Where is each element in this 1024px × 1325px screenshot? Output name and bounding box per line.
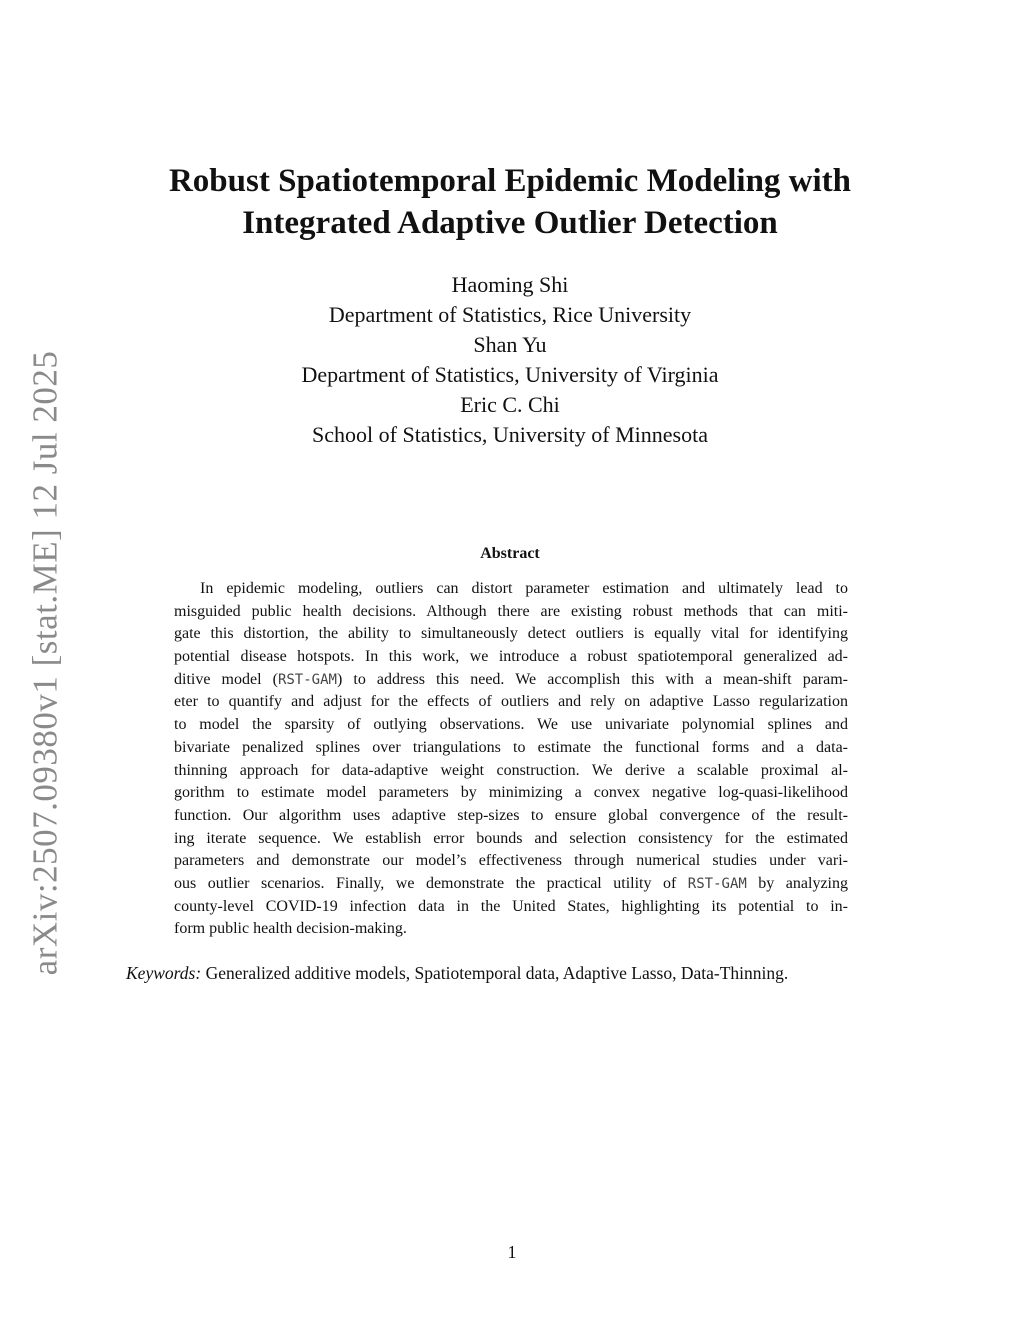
abstract-line: In epidemic modeling, outliers can distort parameter estimation and ultimately lead to [200, 580, 848, 597]
abstract-line: form public health decision-making. [174, 920, 407, 938]
paper-title [130, 160, 890, 244]
author-name: Eric C. Chi [460, 392, 560, 417]
keywords-label: Keywords: [126, 963, 202, 983]
abstract-text: ) to address this need. We accomplish this with a mean-shift param- [336, 670, 848, 688]
model-name-code: RST-GAM [277, 671, 337, 688]
abstract-text: ditive model ( [174, 670, 278, 688]
author-name: Shan Yu [473, 332, 547, 357]
abstract-line: gate this distortion, the ability to simultaneously detect outliers is equally vital for identifying [174, 625, 848, 643]
abstract-line: county-level COVID-19 infection data in the United States, highlighting its potential to in- [174, 897, 848, 915]
abstract-line: eter to quantify and adjust for the effects of outliers and rely on adaptive Lasso regularization [174, 693, 848, 711]
abstract-text: by analyzing [746, 874, 848, 892]
author-affiliation: Department of Statistics, University of Virginia [301, 362, 719, 387]
abstract-line: to model the sparsity of outlying observations. We use univariate polynomial splines and [174, 716, 848, 734]
author-name: Haoming Shi [451, 272, 569, 297]
page-number: 1 [507, 1242, 517, 1262]
author-affiliation: School of Statistics, University of Minnesota [312, 422, 708, 447]
abstract-line: thinning approach for data-adaptive weight construction. We derive a scalable proximal al- [174, 761, 848, 779]
abstract-heading: Abstract [480, 545, 540, 562]
arxiv-identifier-stamp [20, 350, 70, 975]
abstract-body [174, 578, 848, 941]
abstract-line: ing iterate sequence. We establish error bounds and selection consistency for the estimated [174, 829, 848, 847]
abstract-line: potential disease hotspots. In this work, we introduce a robust spatiotemporal generalized ad- [174, 648, 848, 666]
abstract-line: parameters and demonstrate our model’s effectiveness through numerical studies under vari- [174, 852, 848, 870]
keywords [126, 962, 906, 984]
title-line: Robust Spatiotemporal Epidemic Modeling with [168, 163, 852, 199]
abstract-line [174, 669, 848, 692]
abstract-line: bivariate penalized splines over triangulations to estimate the functional forms and a data- [174, 738, 848, 756]
abstract-text: ous outlier scenarios. Finally, we demonstrate the practical utility of [174, 874, 688, 892]
title-line: Integrated Adaptive Outlier Detection [242, 205, 778, 241]
abstract-line: function. Our algorithm uses adaptive step-sizes to ensure global convergence of the result- [174, 806, 848, 824]
keywords-text: Generalized additive models, Spatiotemporal data, Adaptive Lasso, Data-Thinning. [205, 963, 789, 983]
author-block [180, 270, 840, 450]
model-name-code: RST-GAM [687, 875, 747, 892]
abstract-line: misguided public health decisions. Although there are existing robust methods that can miti- [174, 602, 848, 620]
author-affiliation: Department of Statistics, Rice University [328, 302, 692, 327]
abstract-line: gorithm to estimate model parameters by minimizing a convex negative log-quasi-likelihood [174, 784, 848, 802]
abstract-line [174, 873, 848, 896]
arxiv-identifier-text: arXiv:2507.09380v1 [stat.ME] 12 Jul 2025 [25, 350, 64, 975]
